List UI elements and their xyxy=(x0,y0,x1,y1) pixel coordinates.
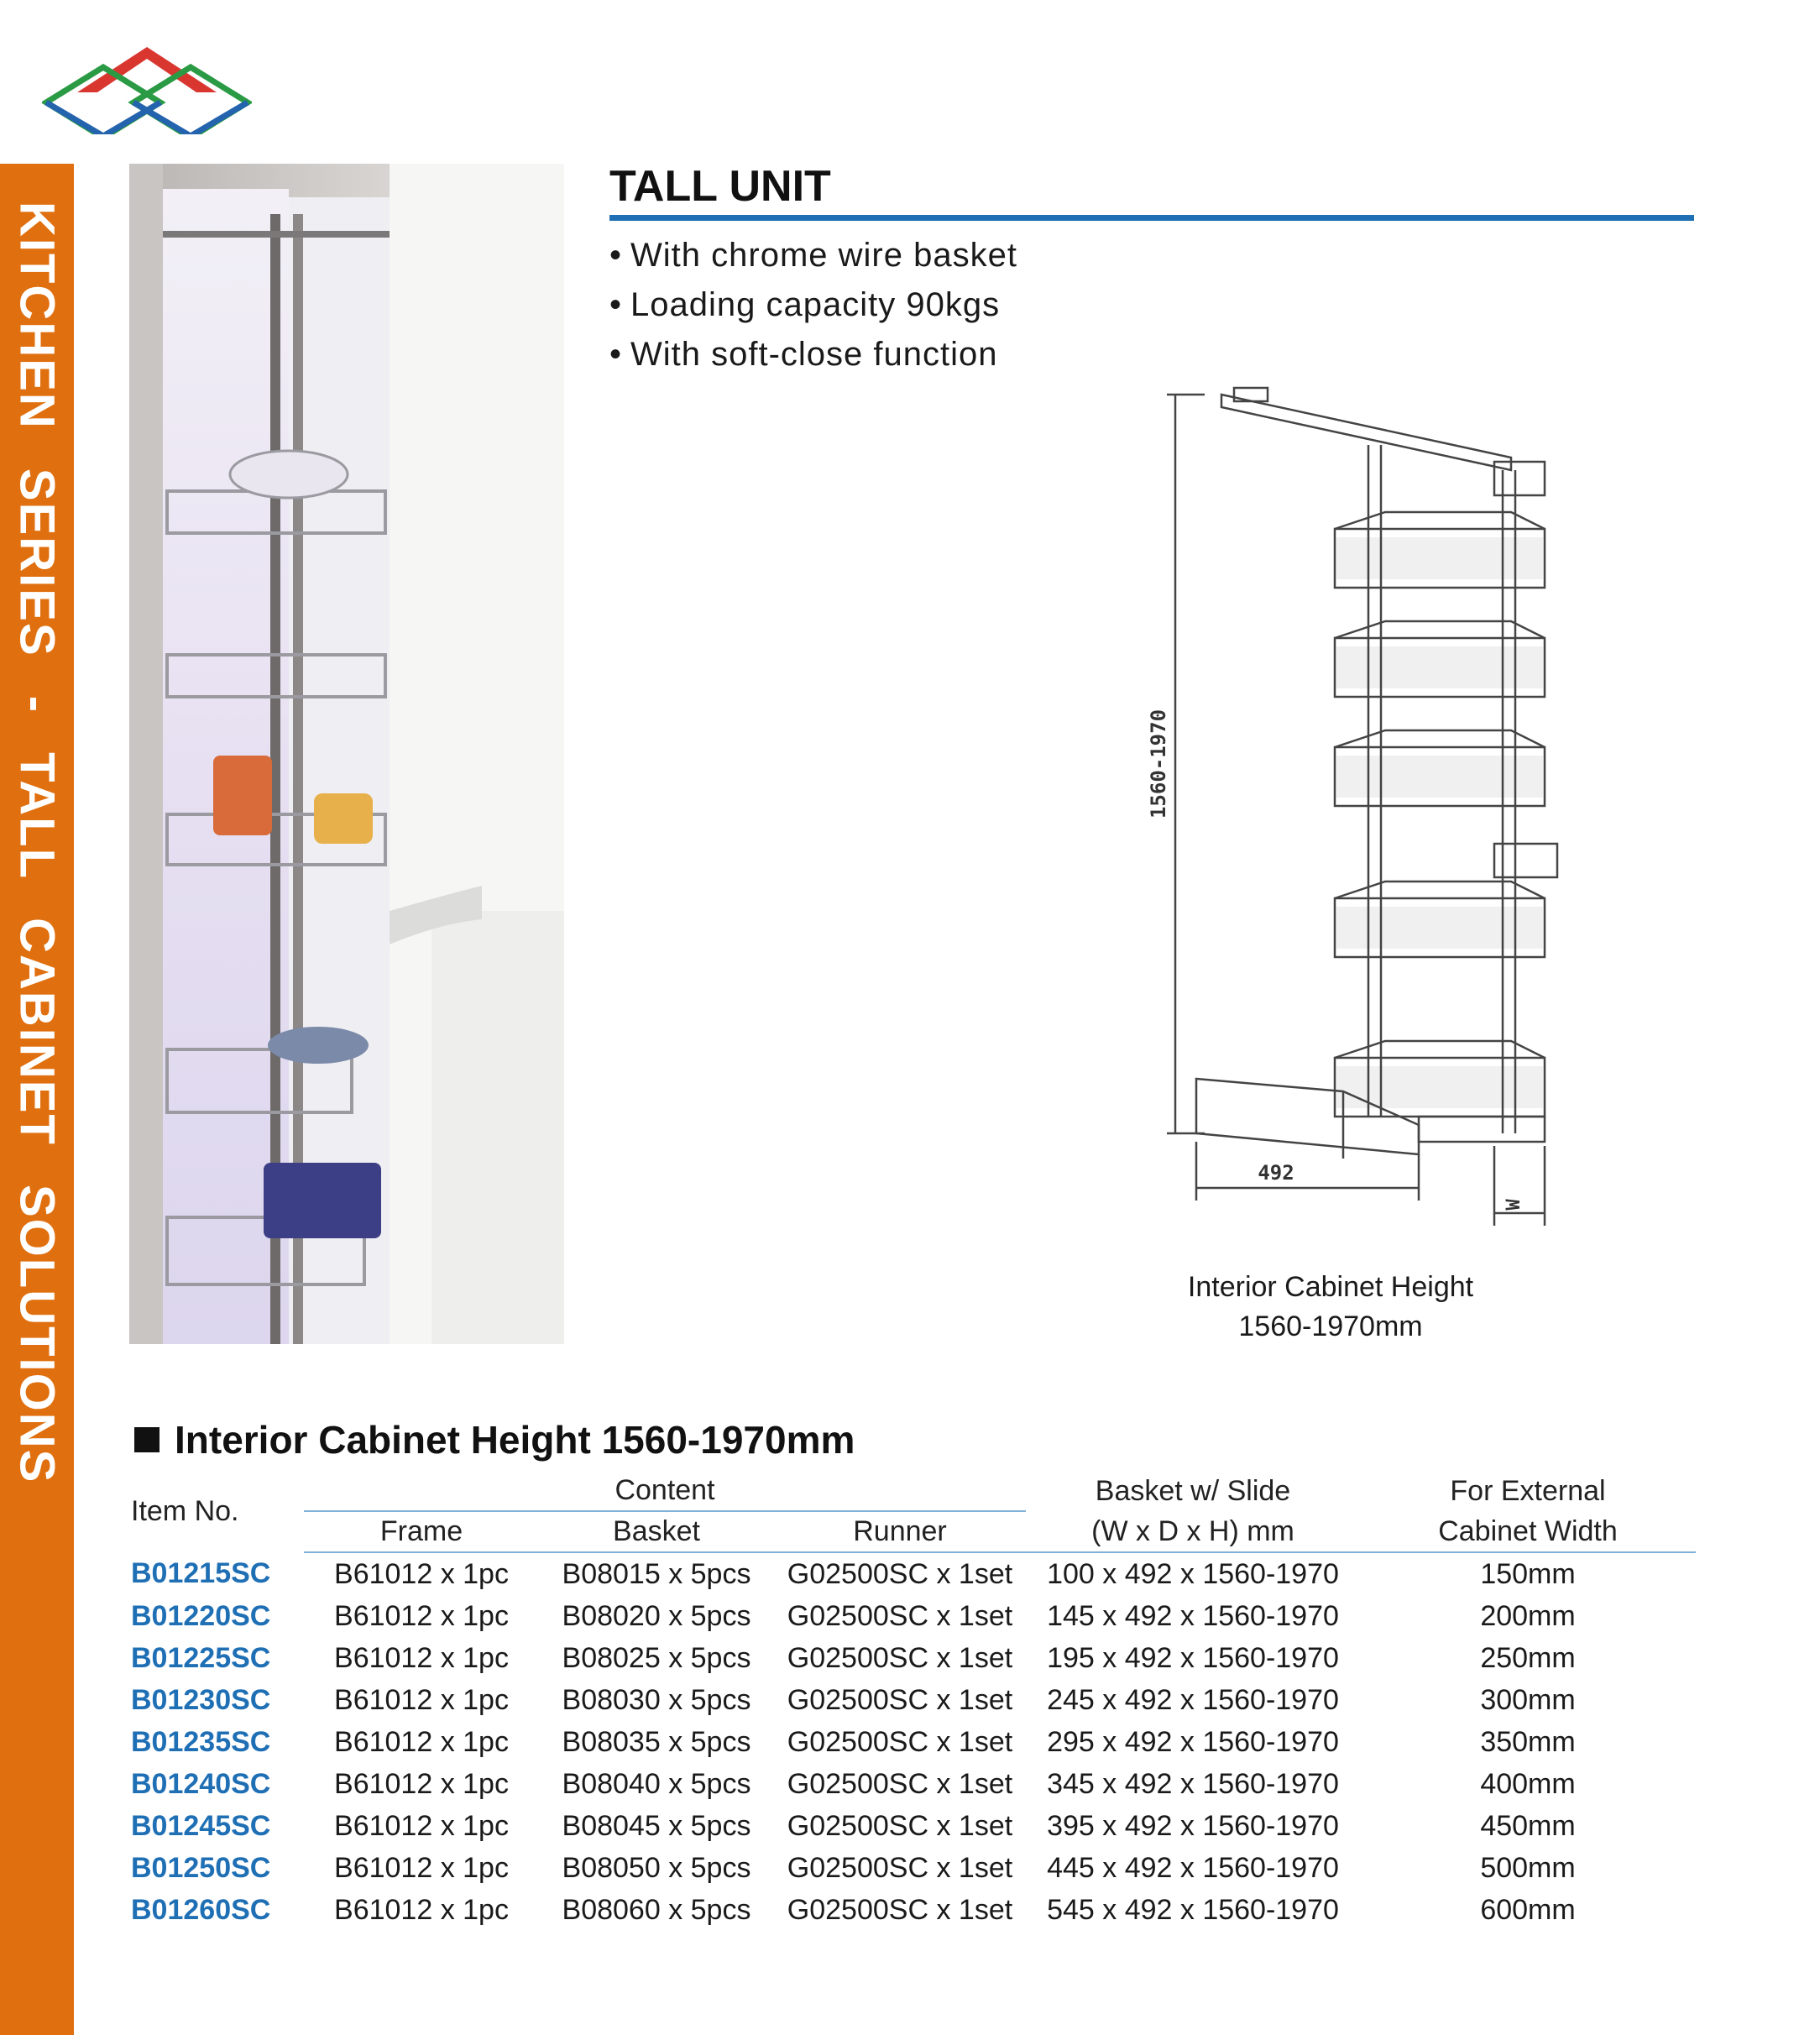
feature-item: • Loading capacity 90kgs xyxy=(609,280,1017,330)
external-width-cell: 150mm xyxy=(1480,1557,1576,1590)
basket-cell: B08015 x 5pcs xyxy=(562,1557,751,1590)
basket-cell: B08060 x 5pcs xyxy=(562,1893,751,1926)
item-number: B01215SC xyxy=(131,1557,271,1589)
height-dimension-label: 1560-1970 xyxy=(1147,709,1170,819)
feature-item: • With soft-close function xyxy=(609,330,1017,379)
table-row xyxy=(128,1637,1696,1679)
header-item-no: Item No. xyxy=(131,1495,239,1527)
table-heading-text: Interior Cabinet Height 1560-1970mm xyxy=(175,1418,855,1462)
external-width-cell: 450mm xyxy=(1480,1809,1576,1842)
runner-cell: G02500SC x 1set xyxy=(787,1683,1013,1716)
frame-cell: B61012 x 1pc xyxy=(334,1557,509,1590)
item-number: B01220SC xyxy=(131,1599,271,1632)
frame-cell: B61012 x 1pc xyxy=(334,1725,509,1758)
basket-cell: B08040 x 5pcs xyxy=(562,1767,751,1800)
external-width-cell: 400mm xyxy=(1480,1767,1576,1800)
basket-cell: B08025 x 5pcs xyxy=(562,1641,751,1674)
size-cell: 295 x 492 x 1560-1970 xyxy=(1047,1725,1339,1758)
item-number: B01250SC xyxy=(131,1851,271,1884)
caption-line: Interior Cabinet Height xyxy=(1187,1271,1474,1303)
header-basket: Basket xyxy=(539,1511,774,1552)
external-width-cell: 350mm xyxy=(1480,1725,1576,1758)
table-row xyxy=(128,1763,1696,1805)
table-row xyxy=(128,1847,1696,1889)
table-row xyxy=(128,1595,1696,1637)
frame-cell: B61012 x 1pc xyxy=(334,1599,509,1632)
external-width-cell: 250mm xyxy=(1480,1641,1576,1674)
table-row xyxy=(128,1552,1696,1595)
table-row xyxy=(128,1679,1696,1721)
width-dimension-label: W xyxy=(1504,1199,1525,1211)
header-size-line1: Basket w/ Slide xyxy=(1095,1474,1291,1507)
size-cell: 145 x 492 x 1560-1970 xyxy=(1047,1599,1339,1632)
caption-line: 1560-1970mm xyxy=(1238,1310,1423,1342)
runner-cell: G02500SC x 1set xyxy=(787,1809,1013,1842)
size-cell: 395 x 492 x 1560-1970 xyxy=(1047,1809,1339,1842)
item-number: B01260SC xyxy=(131,1893,271,1926)
brand-logo-icon xyxy=(42,42,252,134)
diagram-caption xyxy=(1129,1268,1532,1347)
product-photo xyxy=(129,164,564,1344)
frame-cell: B61012 x 1pc xyxy=(334,1893,509,1926)
runner-cell: G02500SC x 1set xyxy=(787,1641,1013,1674)
size-cell: 245 x 492 x 1560-1970 xyxy=(1047,1683,1339,1716)
header-ext-line2: Cabinet Width xyxy=(1360,1511,1696,1552)
depth-dimension-label: 492 xyxy=(1258,1161,1294,1185)
side-banner-text: KITCHEN SERIES - TALL CABINET SOLUTIONS xyxy=(9,201,65,1484)
feature-list xyxy=(609,231,1017,379)
external-width-cell: 500mm xyxy=(1480,1851,1576,1884)
frame-cell: B61012 x 1pc xyxy=(334,1851,509,1884)
frame-cell: B61012 x 1pc xyxy=(334,1767,509,1800)
feature-item: • With chrome wire basket xyxy=(609,231,1017,280)
frame-cell: B61012 x 1pc xyxy=(334,1809,509,1842)
runner-cell: G02500SC x 1set xyxy=(787,1725,1013,1758)
header-frame: Frame xyxy=(304,1511,539,1552)
spec-table xyxy=(128,1471,1696,1931)
header-size-line2: (W x D x H) mm xyxy=(1026,1511,1360,1552)
table-row xyxy=(128,1805,1696,1847)
runner-cell: G02500SC x 1set xyxy=(787,1599,1013,1632)
table-row xyxy=(128,1721,1696,1763)
title-underline xyxy=(609,215,1694,221)
runner-cell: G02500SC x 1set xyxy=(787,1851,1013,1884)
frame-cell: B61012 x 1pc xyxy=(334,1683,509,1716)
technical-diagram xyxy=(1142,378,1595,1234)
header-runner: Runner xyxy=(774,1511,1026,1552)
basket-cell: B08050 x 5pcs xyxy=(562,1851,751,1884)
runner-cell: G02500SC x 1set xyxy=(787,1767,1013,1800)
external-width-cell: 600mm xyxy=(1480,1893,1576,1926)
page-title: TALL UNIT xyxy=(609,162,831,211)
basket-cell: B08035 x 5pcs xyxy=(562,1725,751,1758)
external-width-cell: 300mm xyxy=(1480,1683,1576,1716)
item-number: B01240SC xyxy=(131,1767,271,1800)
table-row xyxy=(128,1889,1696,1931)
basket-cell: B08045 x 5pcs xyxy=(562,1809,751,1842)
header-content: Content xyxy=(304,1471,1026,1511)
frame-cell: B61012 x 1pc xyxy=(334,1641,509,1674)
runner-cell: G02500SC x 1set xyxy=(787,1893,1013,1926)
header-ext-line1: For External xyxy=(1450,1474,1606,1507)
item-number: B01245SC xyxy=(131,1809,271,1842)
basket-cell: B08030 x 5pcs xyxy=(562,1683,751,1716)
item-number: B01230SC xyxy=(131,1683,271,1716)
size-cell: 195 x 492 x 1560-1970 xyxy=(1047,1641,1339,1674)
item-number: B01225SC xyxy=(131,1641,271,1674)
size-cell: 545 x 492 x 1560-1970 xyxy=(1047,1893,1339,1926)
size-cell: 345 x 492 x 1560-1970 xyxy=(1047,1767,1339,1800)
size-cell: 445 x 492 x 1560-1970 xyxy=(1047,1851,1339,1884)
runner-cell: G02500SC x 1set xyxy=(787,1557,1013,1590)
item-number: B01235SC xyxy=(131,1725,271,1758)
square-bullet-icon xyxy=(134,1427,160,1452)
external-width-cell: 200mm xyxy=(1480,1599,1576,1632)
table-heading xyxy=(134,1417,855,1462)
basket-cell: B08020 x 5pcs xyxy=(562,1599,751,1632)
size-cell: 100 x 492 x 1560-1970 xyxy=(1047,1557,1339,1590)
